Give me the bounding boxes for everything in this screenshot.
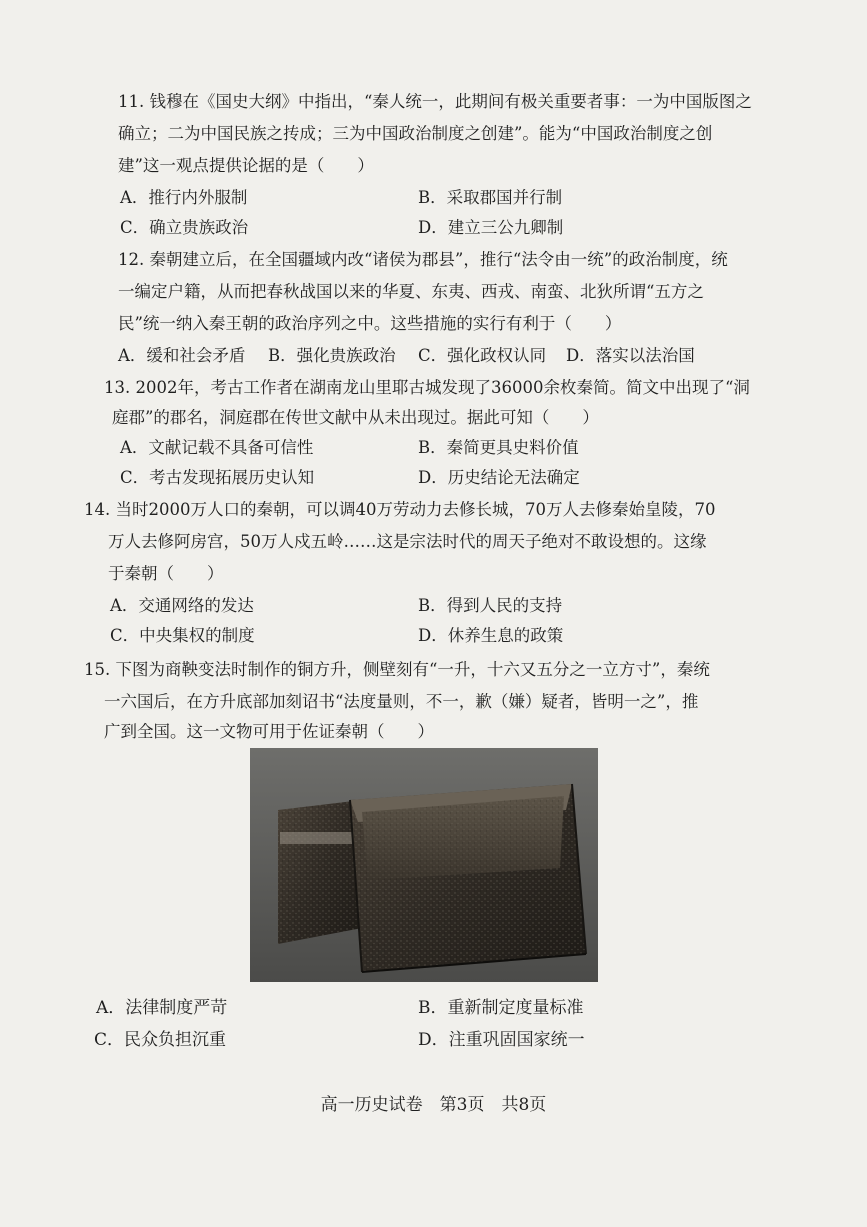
q11-option-d: D．建立三公九卿制 xyxy=(418,218,564,237)
q12-option-c: C．强化政权认同 xyxy=(418,346,547,365)
q13-line-1: 13. 2002年，考古工作者在湖南龙山里耶古城发现了36000余枚秦简。简文中出现了“洞 xyxy=(104,378,750,397)
q11-line-3: 建”这一观点提供论据的是（ ） xyxy=(118,156,374,175)
q13-line-2: 庭郡”的郡名，洞庭郡在传世文献中从未出现过。据此可知（ ） xyxy=(112,408,599,427)
q13-option-c: C．考古发现拓展历史认知 xyxy=(120,468,315,487)
q13-option-a: A．文献记载不具备可信性 xyxy=(120,438,314,457)
bronze-square-sheng-photo xyxy=(250,748,598,982)
q12-line-3: 民”统一纳入秦王朝的政治序列之中。这些措施的实行有利于（ ） xyxy=(118,314,622,333)
q15-option-b: B．重新制定度量标准 xyxy=(418,998,584,1018)
q14-option-b: B．得到人民的支持 xyxy=(418,596,563,615)
q12-option-d: D．落实以法治国 xyxy=(566,346,695,365)
q14-line-1: 14. 当时2000万人口的秦朝，可以调40万劳动力去修长城，70万人去修秦始皇陵，70 xyxy=(84,500,716,519)
q12-option-a: A．缓和社会矛盾 xyxy=(118,346,246,365)
q15-line-2: 一六国后，在方升底部加刻诏书“法度量则，不一，歉（嫌）疑者，皆明一之”，推 xyxy=(104,692,699,711)
page-footer: 高一历史试卷 第3页 共8页 xyxy=(320,1095,547,1115)
q12-option-b: B．强化贵族政治 xyxy=(268,346,396,365)
q13-option-b: B．秦简更具史料价值 xyxy=(418,438,579,457)
q14-line-3: 于秦朝（ ） xyxy=(108,564,224,583)
q14-line-2: 万人去修阿房宫，50万人戍五岭……这是宗法时代的周天子绝对不敢设想的。这缘 xyxy=(108,532,707,551)
q11-option-c: C．确立贵族政治 xyxy=(120,218,249,237)
q11-option-b: B．采取郡国并行制 xyxy=(418,188,563,207)
q15-option-c: C．民众负担沉重 xyxy=(94,1030,227,1050)
q15-option-d: D．注重巩固国家统一 xyxy=(418,1030,585,1050)
q14-option-a: A．交通网络的发达 xyxy=(110,596,254,615)
q14-option-d: D．休养生息的政策 xyxy=(418,626,564,645)
q13-option-d: D．历史结论无法确定 xyxy=(418,468,580,487)
q12-line-2: 一编定户籍，从而把春秋战国以来的华夏、东夷、西戎、南蛮、北狄所谓“五方之 xyxy=(118,282,704,301)
q11-line-1: 11. 钱穆在《国史大纲》中指出，“秦人统一，此期间有极关重要者事：一为中国版图之 xyxy=(118,92,752,111)
q14-option-c: C．中央集权的制度 xyxy=(110,626,255,645)
q15-line-3: 广到全国。这一文物可用于佐证秦朝（ ） xyxy=(104,722,434,741)
q15-option-a: A．法律制度严苛 xyxy=(96,998,228,1018)
q11-line-2: 确立；二为中国民族之抟成；三为中国政治制度之创建”。能为“中国政治制度之创 xyxy=(118,124,713,143)
bronze-vessel-illustration xyxy=(250,748,598,982)
q11-option-a: A．推行内外服制 xyxy=(120,188,248,207)
q12-line-1: 12. 秦朝建立后，在全国疆域内改“诸侯为郡县”，推行“法令由一统”的政治制度，统 xyxy=(118,250,728,269)
q15-line-1: 15. 下图为商鞅变法时制作的铜方升，侧壁刻有“一升，十六又五分之一立方寸”，秦统 xyxy=(84,660,710,679)
